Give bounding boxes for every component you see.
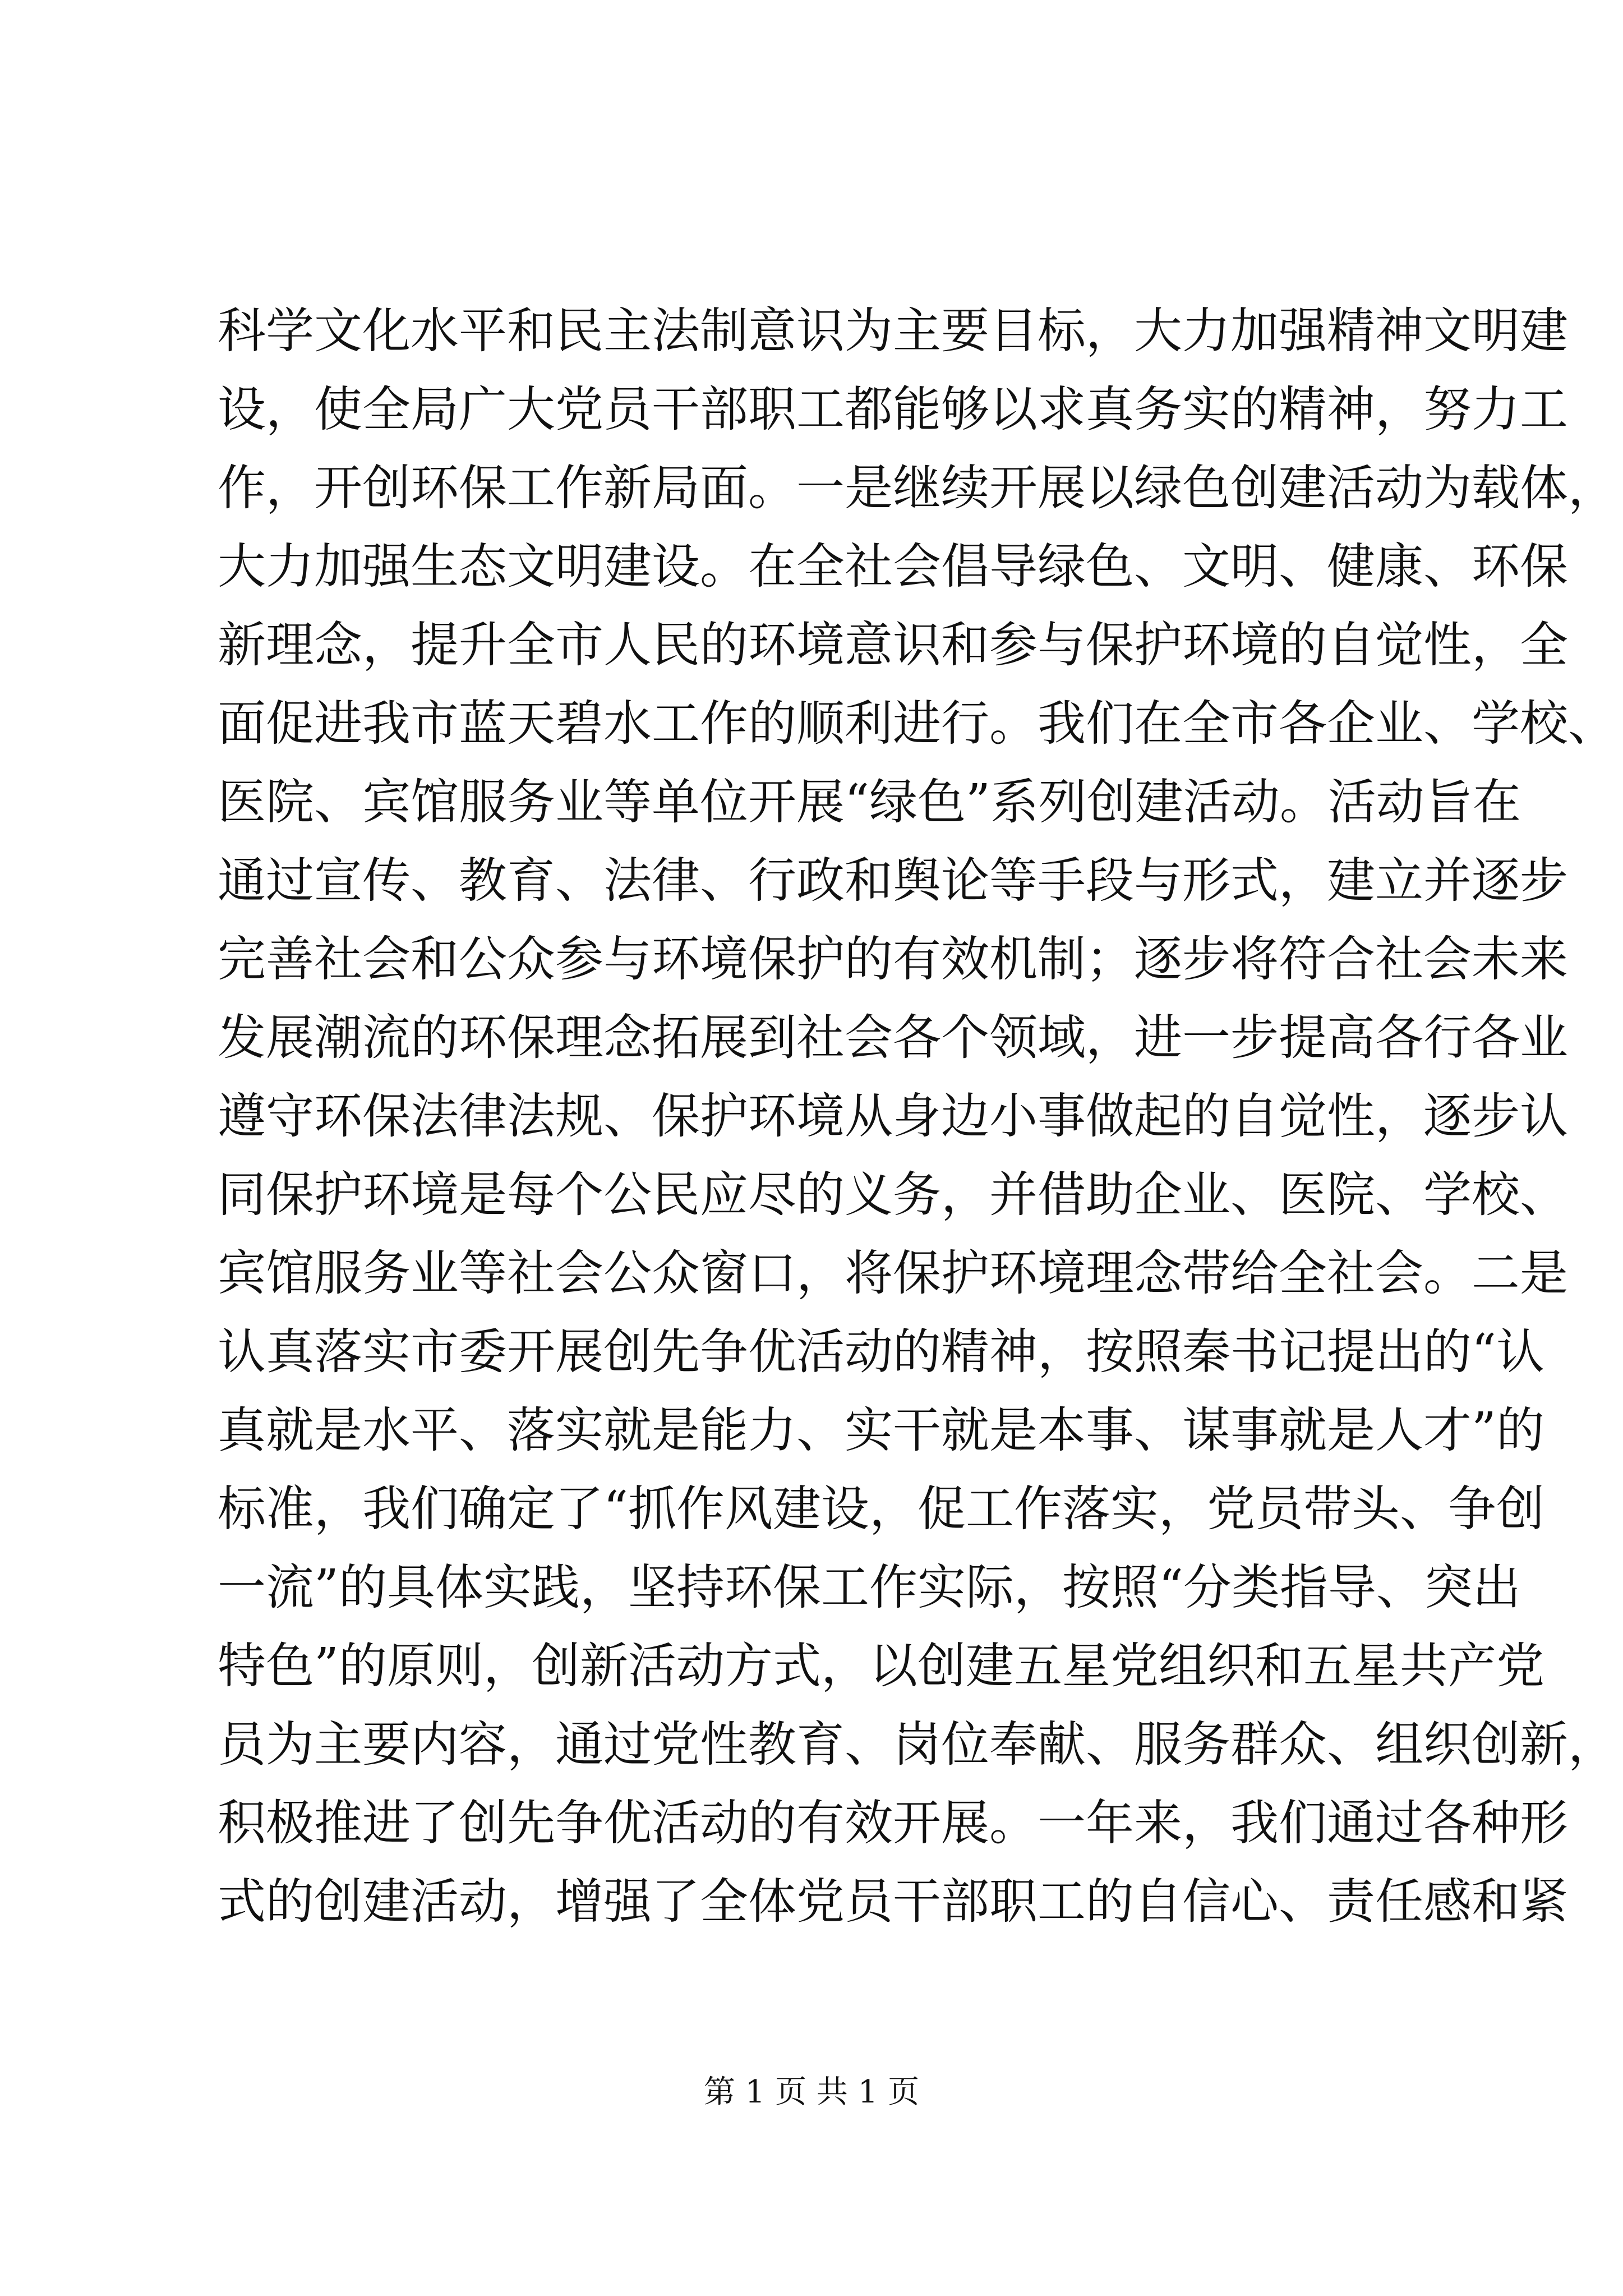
text-line: 特色”的原则，创新活动方式，以创建五星党组织和五星共产党 — [218, 1638, 1544, 1694]
text-line: 认真落实市委开展创先争优活动的精神，按照秦书记提出的“认 — [218, 1324, 1544, 1380]
text-line: 发展潮流的环保理念拓展到社会各个领域，进一步提高各行各业 — [218, 1010, 1568, 1066]
text-line: 积极推进了创先争优活动的有效开展。一年来，我们通过各种形 — [218, 1795, 1568, 1851]
text-line: 遵守环保法律法规、保护环境从身边小事做起的自觉性，逐步认 — [218, 1088, 1568, 1144]
text-line: 通过宣传、教育、法律、行政和舆论等手段与形式，建立并逐步 — [218, 853, 1568, 909]
text-line: 新理念，提升全市人民的环境意识和参与保护环境的自觉性，全 — [218, 617, 1568, 673]
text-line: 完善社会和公众参与环境保护的有效机制；逐步将符合社会未来 — [218, 931, 1568, 987]
text-line: 真就是水平、落实就是能力、实干就是本事、谋事就是人才”的 — [218, 1402, 1544, 1458]
page-number-footer: 第 1 页 共 1 页 — [703, 2074, 920, 2110]
text-line: 同保护环境是每个公民应尽的义务，并借助企业、医院、学校、 — [218, 1167, 1568, 1223]
text-line: 作，开创环保工作新局面。一是继续开展以绿色创建活动为载体， — [218, 460, 1616, 516]
text-line: 员为主要内容，通过党性教育、岗位奉献、服务群众、组织创新， — [218, 1717, 1616, 1773]
text-line: 式的创建活动，增强了全体党员干部职工的自信心、责任感和紧 — [218, 1874, 1568, 1930]
text-line: 一流”的具体实践，坚持环保工作实际，按照“分类指导、突出 — [218, 1559, 1521, 1616]
text-line: 大力加强生态文明建设。在全社会倡导绿色、文明、健康、环保 — [218, 539, 1568, 595]
text-line: 科学文化水平和民主法制意识为主要目标，大力加强精神文明建 — [218, 303, 1568, 359]
text-line: 标准，我们确定了“抓作风建设，促工作落实，党员带头、争创 — [218, 1481, 1544, 1537]
body-text — [218, 292, 1616, 1941]
text-line: 设，使全局广大党员干部职工都能够以求真务实的精神，努力工 — [218, 381, 1568, 438]
text-line: 宾馆服务业等社会公众窗口，将保护环境理念带给全社会。二是 — [218, 1245, 1568, 1301]
text-line: 医院、宾馆服务业等单位开展“绿色”系列创建活动。活动旨在 — [218, 774, 1521, 830]
text-line: 面促进我市蓝天碧水工作的顺利进行。我们在全市各企业、学校、 — [218, 696, 1616, 752]
